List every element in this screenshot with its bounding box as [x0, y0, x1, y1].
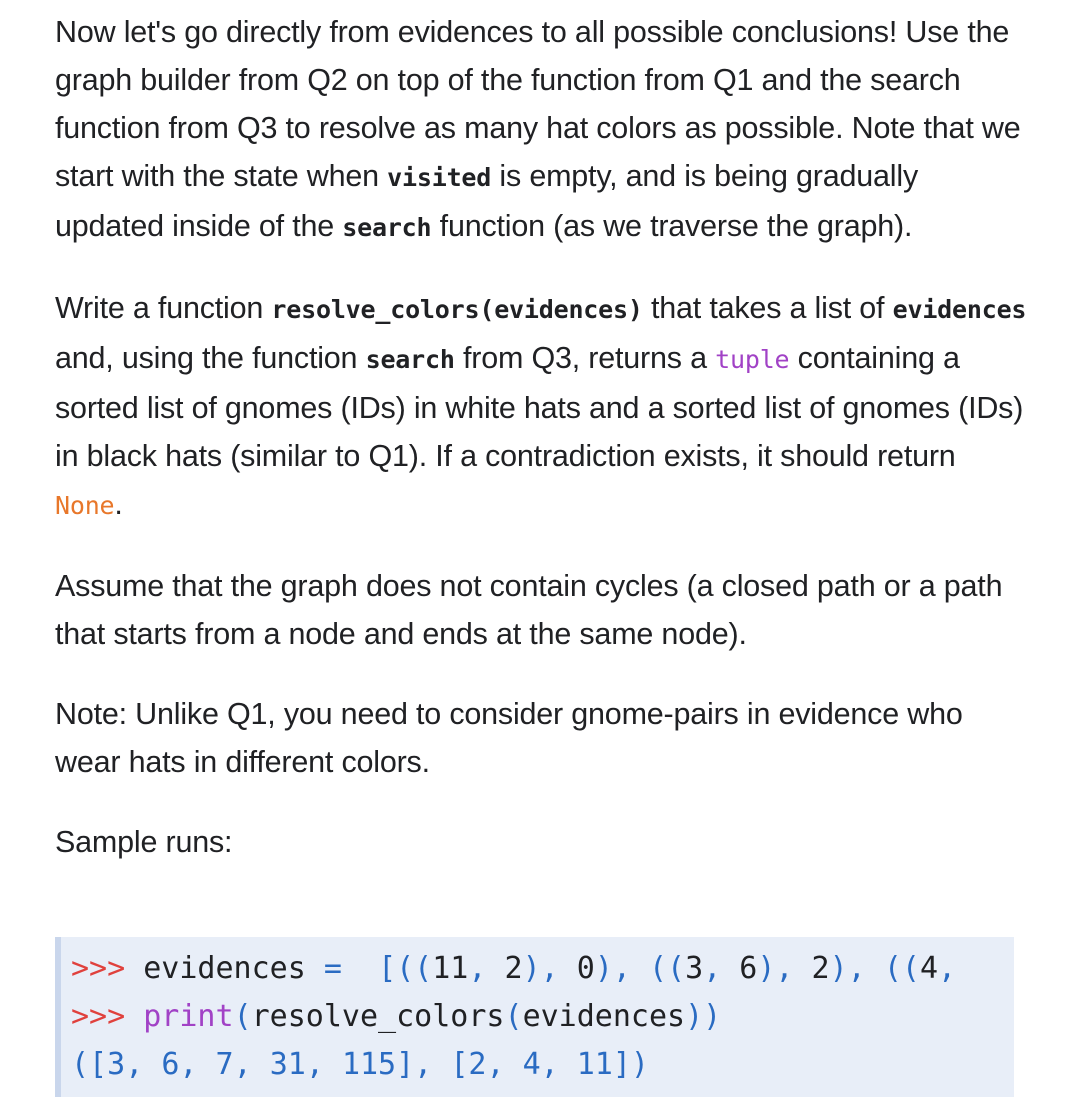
task-text-b: and, using the function	[55, 341, 366, 375]
code-none: None	[55, 491, 115, 520]
code-search: search	[342, 213, 432, 242]
note-paragraph: Note: Unlike Q1, you need to consider gnome-pairs in evidence who wear hats in different colors.	[55, 697, 963, 779]
code-call-resolve: resolve_colors	[251, 999, 505, 1034]
code-line1-rest: [((11, 2), 0), ((3, 6), 2), ((4,	[378, 951, 957, 986]
task-paragraph	[55, 284, 1030, 530]
intro-text-mid: is empty, and is being gradually updated inside of the	[55, 159, 918, 243]
code-paren-close: ))	[685, 999, 722, 1034]
code-tuple: tuple	[715, 345, 790, 374]
code-function-signature: resolve_colors(evidences)	[271, 295, 643, 324]
code-visited: visited	[387, 163, 492, 192]
task-text-d: containing a sorted list of gnomes (IDs) in white hats and a sorted list of gnomes (IDs) in black hats (similar to Q1). If a contradiction exists, it should return	[55, 341, 1024, 473]
code-output: ([3, 6, 7, 31, 115], [2, 4, 11])	[71, 1047, 649, 1082]
assumption-paragraph: Assume that the graph does not contain cycles (a closed path or a path that starts from a node and ends at the same node).	[55, 569, 1003, 651]
task-text-start: Write a function	[55, 291, 272, 325]
prompt-1: >>>	[71, 951, 126, 986]
intro-text-end: function (as we traverse the graph).	[431, 209, 913, 243]
prompt-2: >>>	[71, 999, 126, 1034]
sample-runs-heading: Sample runs:	[55, 825, 233, 859]
code-search-2: search	[365, 345, 455, 374]
code-var-evidences: evidences	[143, 951, 306, 986]
task-text-a: that takes a list of	[642, 291, 893, 325]
sample-code-block	[55, 937, 1014, 1097]
code-arg-evidences: evidences	[522, 999, 686, 1034]
task-text-e: .	[114, 487, 123, 521]
code-paren-open: (	[233, 999, 252, 1034]
task-text-c: from Q3, returns a	[454, 341, 716, 375]
question-content	[55, 8, 1030, 866]
intro-paragraph	[55, 8, 1030, 252]
code-paren-open-2: (	[504, 999, 523, 1034]
code-evidences: evidences	[892, 295, 1027, 324]
code-equals: =	[323, 951, 342, 986]
code-pre	[61, 937, 1014, 1089]
intro-text: Now let's go directly from evidences to all possible conclusions! Use the graph builder from Q2 on top of the function from Q1 and the search function from Q3 to resolve as many hat colors as possible. Note that we start with the state when	[55, 15, 1021, 193]
code-print: print	[143, 999, 234, 1034]
